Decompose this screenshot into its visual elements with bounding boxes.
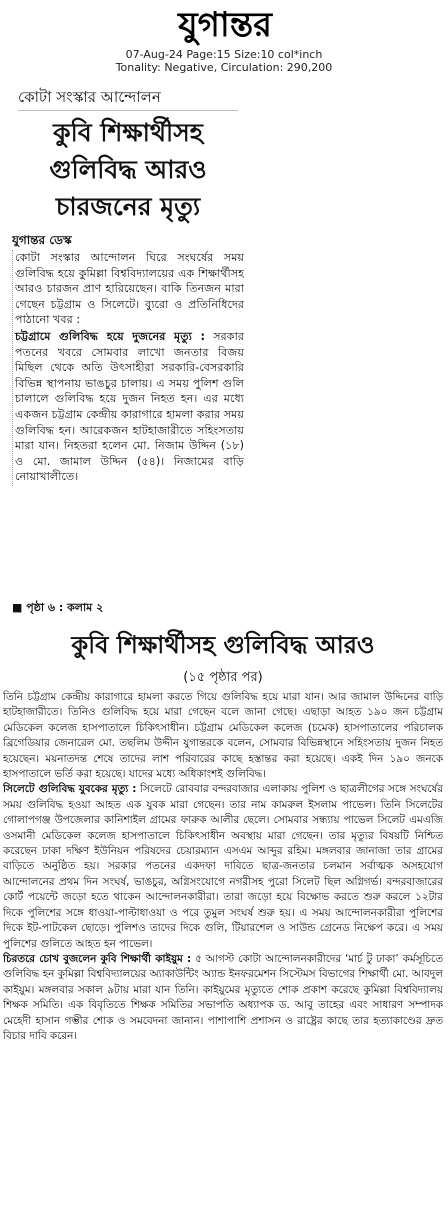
story-paragraph	[15, 329, 244, 485]
tonality-circulation: Tonality: Negative, Circulation: 290,200	[115, 61, 333, 74]
story-paragraph	[3, 782, 443, 951]
subheading: চট্টগ্রামে গুলিবিদ্ধ হয়ে দুজনের মৃত্যু :	[15, 329, 205, 343]
newspaper-logo	[150, 2, 300, 46]
clip-info: 07-Aug-24 Page:15 Size:10 col*inch	[125, 48, 323, 61]
headline-line: গুলিবিদ্ধ আরও	[49, 155, 207, 184]
byline: যুগান্তর ডেস্ক	[12, 233, 72, 247]
subheading: সিলেটে গুলিবিদ্ধ যুবকের মৃত্যু :	[3, 783, 137, 796]
continued-story	[3, 628, 443, 1224]
front-story	[12, 86, 244, 618]
story-body	[12, 250, 244, 486]
intro-paragraph: কোটা সংস্কার আন্দোলন ঘিরে সংঘর্ষের সময় গুলিবিদ্ধ হয়ে কুমিল্লা বিশ্ববিদ্যালয়ের এক শিক্ষার্থীসহ আরও চারজন প্রাণ হারিয়েছেন। বাকি তিনজন মারা গেছেন চট্টগ্রাম ও সিলেটে। ব্যুরো ও প্রতিনিধিদের পাঠানো খবর :	[15, 251, 244, 327]
paragraph-text: সিলেটে রোববার বন্দরবাজার এলাকায় পুলিশ ও ছাত্রলীগের সঙ্গে সংঘর্ষের সময় গুলিবিদ্ধ হওয়া আহত এক যুবক মারা গেছেন। তার নাম কামরুল ইসলাম পাভেল। তিনি সিলেটের গোলাপগঞ্জ উপজেলার কানিশাইল গ্রামের ফারুক আলীর ছেলে। সোমবার সন্ধ্যায় পাভেল সিলেট এমএজি ওসমানী মেডিকেল কলেজ হাসপাতালে চিকিৎসাধীন অবস্থায় মারা গেছেন। তার মৃত্যুর বিষয়টি নিশ্চিত করেছেন ঢাকা দক্ষিণ ইউনিয়ন পরিষদের চেয়ারম্যান এসএম আব্দুর রহিম। মঙ্গলবার জানাজা তার গ্রামের বাড়িতে অনুষ্ঠিত হয়। সরকার পতনের একদফা দাবিতে ছাত্র-জনতার চলমান সর্বাত্মক অসহযোগ আন্দোলনের প্রথম দিন সংঘর্ষ, ভাঙচুর, অগ্নিসংযোগে নগরীসহ পুরো সিলেট ছিল অগ্নিগর্ভ। বন্দরবাজারের কোর্ট পয়েন্টে জড়ো হতে থাকেন আন্দোলনকারীরা। তারা জড়ো হয়ে বিক্ষোভ করতে শুরু করলে ১২টার দিকে পুলিশের সঙ্গে ধাওয়া-পাল্টাধাওয়া ও পরে তুমুল সংঘর্ষ শুরু হয়। এ সময় আন্দোলনকারীরা পুলিশের দিকে ইট-পাটকেল ছোড়ে। পুলিশও তাদের দিকে গুলি, টিয়ারশেল ও সাউন্ড গ্রেনেড নিক্ষেপ করে। এ সময় পুলিশের গুলিতে আহত হন পাভেল।	[3, 783, 443, 950]
story-headline	[12, 114, 244, 225]
continued-from: (১৫ পৃষ্ঠার পর)	[183, 670, 263, 685]
headline-line: চারজনের মৃত্যু	[55, 192, 201, 221]
continued-body	[3, 690, 443, 1044]
jump-reference: ■ পৃষ্ঠা ৬ : কলাম ২	[12, 601, 104, 614]
paragraph-text: তিনি চট্টগ্রাম কেন্দ্রীয় কারাগারে হামলা করতে গিয়ে গুলিবিদ্ধ হয়ে মারা যান। আর জামাল উদ্দিনের বাড়ি হাটহাজারীতে। তিনিও গুলিবিদ্ধ হয়ে মারা গেছেন বলে জানা গেছে। এছাড়া আহত ১৯০ জন চট্টগ্রাম মেডিকেল কলেজ হাসপাতালে চিকিৎসাধীন। চট্টগ্রাম মেডিকেল কলেজ (চমেক) হাসপাতালের পরিচালক ব্রিগেডিয়ার জেনারেল মো. তছলিম উদ্দীন যুগান্তরকে বলেন, সোমবার বিভিন্নস্থানে সহিংসতায় দুজন নিহত হয়েছেন। ময়নাতদন্ত শেষে তাদের লাশ পরিবারের কাছে হস্তান্তর করা হয়েছে। একই দিন ১৯০ জনকে হাসপাতালে ভর্তি করা হয়েছে। যাদের মধ্যে অধিকাংশই গুলিবিদ্ধ।	[3, 691, 443, 781]
paragraph-text: ৫ আগস্ট কোটা আন্দোলনকারীদের ‘মার্চ টু ঢাকা’ কর্মসূচিতে গুলিবিদ্ধ হন কুমিল্লা বিশ্ববিদ্যালয়ের অ্যাকাউন্টিং অ্যান্ড ইনফরমেশন সিস্টেমস বিভাগের শিক্ষার্থী মো. আবদুল কাইয়ুম। মঙ্গলবার সকাল ৯টায় মারা যান তিনি। কাইয়ুমের মৃত্যুতে শোক প্রকাশ করেছে কুমিল্লা বিশ্ববিদ্যালয় শিক্ষক সমিতি। এক বিবৃতিতে শিক্ষক সমিতির সভাপতি অধ্যাপক ড. আবু তাহের এবং সাধারণ সম্পাদক মেহেদী হাসান গম্ভীর শোক ও সমবেদনা জানান। পাশাপাশি প্রশাসন ও রাষ্ট্রের কাছে তার হত্যাকাণ্ডের দ্রুত বিচার দাবি করেন।	[3, 952, 443, 1042]
paragraph-text: সরকার পতনের খবরে সোমবার লাখো জনতার বিজয় মিছিল থেকে অতি উৎসাহীরা সরকারি-বেসরকারি বিভিন্ন স্থাপনায় ভাঙচুর চালায়। এ সময় পুলিশ গুলি চালালে গুলিবিদ্ধ হয়ে দুজন নিহত হন। এর মধ্যে একজন চট্টগ্রাম কেন্দ্রীয় কারাগারে হামলা করার সময় গুলিবিদ্ধ হন। আরেকজন হাটহাজারীতে সহিংসতায় মারা যান। নিহতরা হলেন মো. নিজাম উদ্দিন (১৮) ও মো. জামাল উদ্দিন (৫৪)। নিজামের বাড়ি নোয়াখালীতে।	[15, 329, 244, 484]
continued-headline: কুবি শিক্ষার্থীসহ গুলিবিদ্ধ আরও	[71, 631, 375, 659]
story-kicker: কোটা সংস্কার আন্দোলন	[18, 86, 238, 111]
story-paragraph	[3, 952, 443, 1044]
headline-line: কুবি শিক্ষার্থীসহ	[53, 118, 203, 147]
subheading: চিরতরে চোখ বুজলেন কুবি শিক্ষার্থী কাইয়ুম :	[3, 952, 192, 965]
svg-text:যুগান্তর: যুগান্তর	[178, 5, 272, 45]
